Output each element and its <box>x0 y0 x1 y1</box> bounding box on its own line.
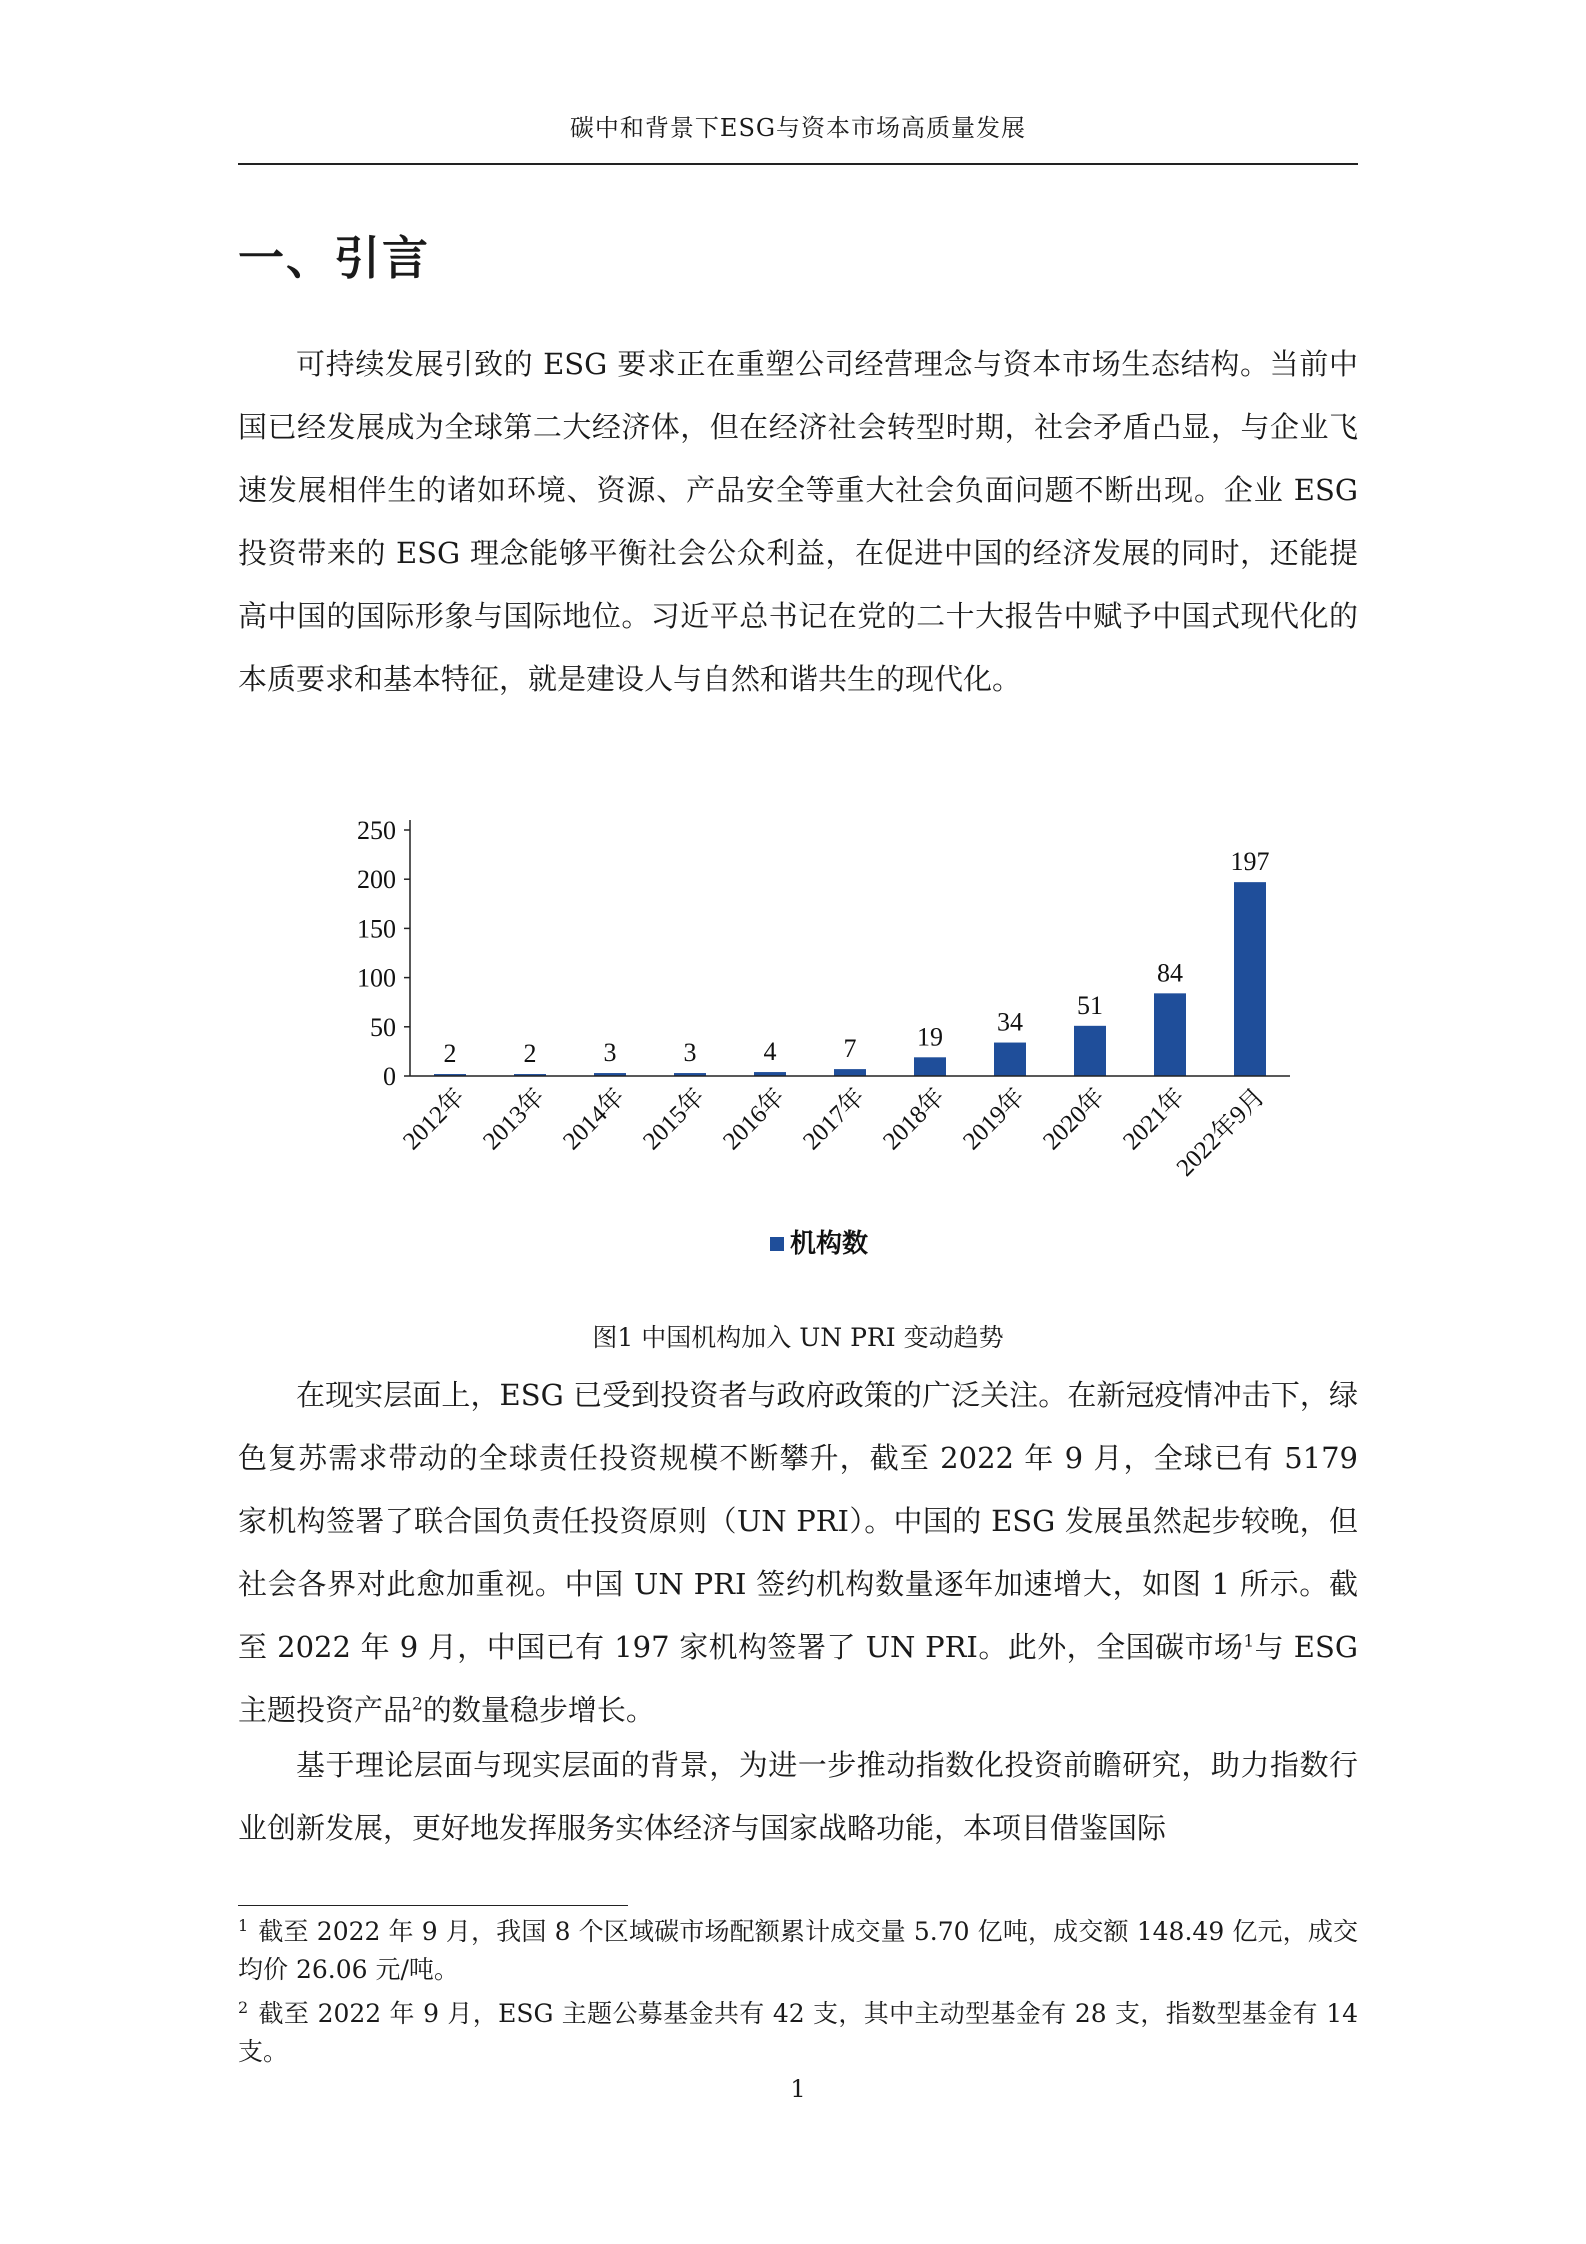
data-label: 4 <box>763 1037 777 1067</box>
footnotes <box>238 1913 1358 2077</box>
footnote-2 <box>238 1995 1358 2071</box>
data-label: 19 <box>917 1022 943 1052</box>
legend-swatch <box>770 1237 784 1251</box>
data-label: 34 <box>997 1007 1023 1037</box>
bar <box>994 1043 1026 1076</box>
x-tick-label: 2013年 <box>478 1083 551 1156</box>
data-label: 7 <box>843 1034 857 1064</box>
footnote-rule <box>238 1905 628 1906</box>
paragraph-3-text: 基于理论层面与现实层面的背景，为进一步推动指数化投资前瞻研究，助力指数行业创新发展，更好地发挥服务实体经济与国家战略功能，本项目借鉴国际 <box>238 1748 1358 1845</box>
section-title: 一、引言 <box>238 231 430 285</box>
running-header: 碳中和背景下ESG与资本市场高质量发展 <box>569 114 1027 142</box>
paragraph-2-text <box>238 1364 1358 1742</box>
paragraph-2-part-2: 与 ESG 主题投资产品 <box>238 1630 1358 1727</box>
data-label: 3 <box>683 1038 697 1068</box>
page-number: 1 <box>790 2075 806 2103</box>
bar <box>834 1069 866 1076</box>
paragraph-1 <box>238 333 1358 711</box>
footnote-1-number: 1 <box>238 1915 249 1935</box>
y-tick-label: 250 <box>357 816 396 845</box>
bar <box>1234 882 1266 1076</box>
data-label: 84 <box>1157 958 1183 988</box>
paragraph-1-text: 可持续发展引致的 ESG 要求正在重塑公司经营理念与资本市场生态结构。当前中国已经发展成为全球第二大经济体，但在经济社会转型时期，社会矛盾凸显，与企业飞速发展相伴生的诸如环境、资源、产品安全等重大社会负面问题不断出现。企业 ESG 投资带来的 ESG 理念能够平衡社会公众利益，在促进中国的经济发展的同时，还能提高中国的国际形象与国际地位。习近平总书记在党的二十大报告中赋予中国式现代化的本质要求和基本特征，就是建设人与自然和谐共生的现代化。 <box>238 347 1358 696</box>
paragraph-2-part-1: 在现实层面上，ESG 已受到投资者与政府政策的广泛关注。在新冠疫情冲击下，绿色复苏需求带动的全球责任投资规模不断攀升，截至 2022 年 9 月，全球已有 5179 家机构签署了联合国负责任投资原则（UN PRI）。中国的 ESG 发展虽然起步较晚，但社会各界对此愈加重视。中国 UN PRI 签约机构数量逐年加速增大，如图 1 所示。截至 2022 年 9 月，中国已有 197 家机构签署了 UN PRI。此外，全国碳市场 <box>238 1378 1358 1664</box>
footnote-1-text: 截至 2022 年 9 月，我国 8 个区域碳市场配额累计成交量 5.70 亿吨，成交额 148.49 亿元，成交均价 26.06 元/吨。 <box>238 1917 1358 1984</box>
x-tick-label: 2019年 <box>958 1083 1031 1156</box>
figure-caption: 图1 中国机构加入 UN PRI 变动趋势 <box>592 1323 1004 1352</box>
footnote-1 <box>238 1913 1358 1989</box>
x-tick-label: 2018年 <box>878 1083 951 1156</box>
footnote-ref-1[interactable]: 1 <box>1243 1631 1255 1652</box>
data-label: 3 <box>603 1038 617 1068</box>
x-tick-label: 2017年 <box>798 1083 871 1156</box>
footnote-ref-2[interactable]: 2 <box>412 1694 423 1715</box>
x-axis <box>397 1076 1290 1182</box>
x-tick-label: 2016年 <box>718 1083 791 1156</box>
x-tick-label: 2015年 <box>638 1083 711 1156</box>
data-label: 51 <box>1077 990 1103 1020</box>
data-label: 197 <box>1230 847 1270 877</box>
x-tick-label: 2021年 <box>1118 1083 1191 1156</box>
paragraph-3 <box>238 1734 1358 1860</box>
y-tick-label: 150 <box>357 914 396 944</box>
y-axis <box>357 816 410 1091</box>
paragraph-2 <box>238 1364 1358 1742</box>
bar <box>914 1057 946 1076</box>
footnote-2-number: 2 <box>238 1997 249 2017</box>
data-label: 2 <box>443 1039 457 1069</box>
y-tick-label: 200 <box>357 865 396 895</box>
header-rule <box>238 163 1358 165</box>
data-labels <box>444 847 1270 1068</box>
x-tick-label: 2012年 <box>398 1083 471 1156</box>
x-tick-label: 2020年 <box>1038 1083 1111 1156</box>
legend <box>770 1228 868 1258</box>
x-tick-label: 2014年 <box>558 1083 631 1156</box>
legend-label: 机构数 <box>790 1229 869 1258</box>
y-tick-label: 0 <box>383 1062 396 1091</box>
bar-chart <box>340 800 1320 1290</box>
footnote-2-text: 截至 2022 年 9 月，ESG 主题公募基金共有 42 支，其中主动型基金有 28 支，指数型基金有 14 支。 <box>238 1999 1358 2066</box>
y-tick-label: 50 <box>370 1012 396 1042</box>
bar-chart-svg <box>340 800 1320 1290</box>
bar <box>1154 993 1186 1076</box>
data-label: 2 <box>523 1039 537 1069</box>
paragraph-2-part-3: 的数量稳步增长。 <box>422 1693 655 1727</box>
x-tick-label: 2022年9月 <box>1171 1083 1271 1182</box>
y-tick-label: 100 <box>357 963 396 993</box>
bar <box>1074 1026 1106 1076</box>
